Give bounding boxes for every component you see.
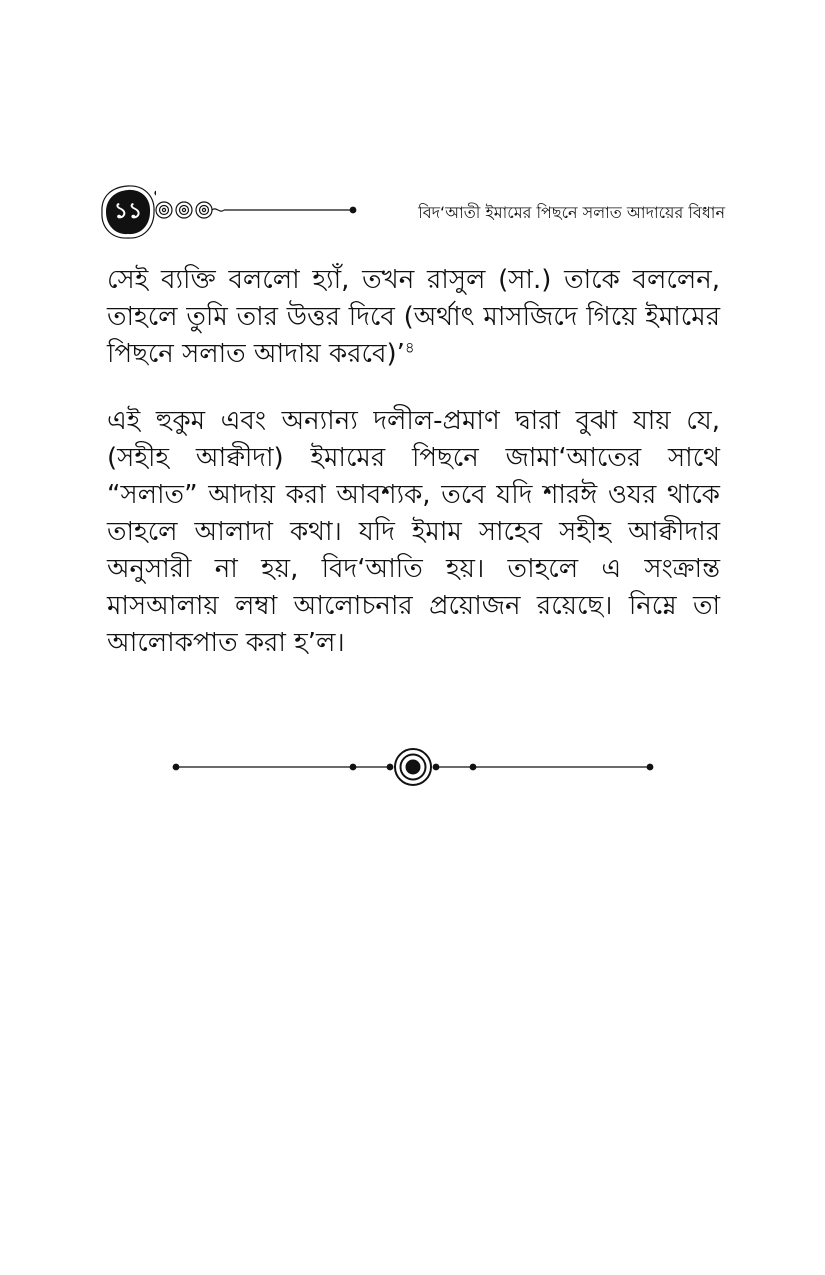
paragraph: এই হুকুম এবং অন্যান্য দলীল-প্রমাণ দ্বারা বুঝা যায় যে, (সহীহ আক্বীদা) ইমামের পিছনে জামা‘আতের সাথে “সলাত” আদায় করা আবশ্যক, তবে যদি শারঈ ওযর থাকে তাহলে আলাদা কথা। যদি ইমাম সাহেব সহীহ আক্বীদার অনুসারী না হয়, বিদ‘আতি হয়। তাহলে এ সংক্রান্ত মাসআলায় লম্বা আলোচনার প্রয়োজন রয়েছে। নিম্নে তা আলোকপাত করা হ’ল। <box>107 406 720 658</box>
paragraph-text: সেই ব্যক্তি বললো হ্যাঁ, তখন রাসুল (সা.) তাকে বললেন, তাহলে তুমি তার উত্তর দিবে (অর্থাৎ মাসজিদে গিয়ে ইমামের পিছনে সলাত আদায় করবে)’ <box>107 265 720 369</box>
page-header <box>100 182 725 242</box>
body-text <box>107 262 720 662</box>
page-number: ১১ <box>113 199 143 224</box>
paragraph <box>107 262 720 373</box>
end-divider-ornament-icon <box>170 745 656 789</box>
running-title: বিদ‘আতী ইমামের পিছনে সলাত আদায়ের বিধান <box>418 203 725 222</box>
header-swirl-line-icon <box>152 194 412 224</box>
footnote-reference[interactable]: ৪ <box>404 338 415 357</box>
